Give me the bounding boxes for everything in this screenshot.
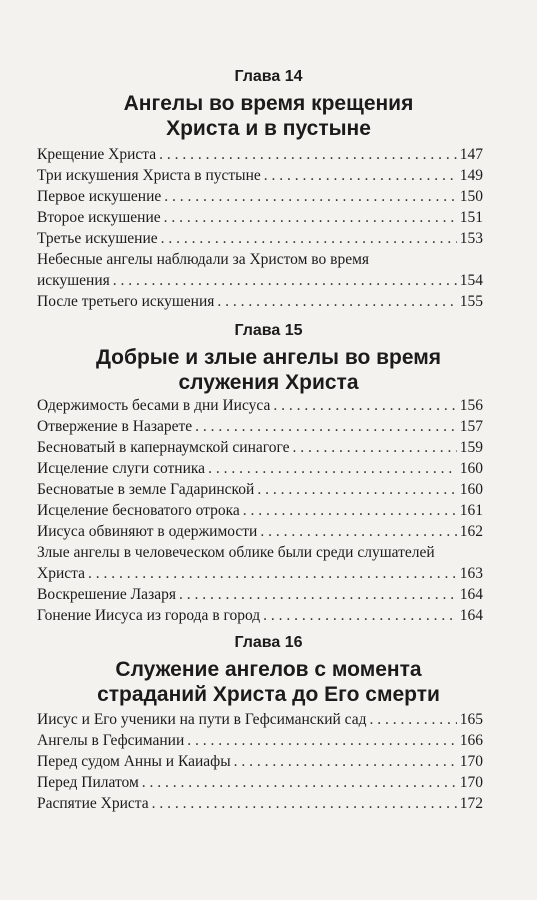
dot-leader <box>208 458 457 479</box>
dot-leader <box>152 793 457 814</box>
toc-entry-title: Исцеление бесноватого отрока <box>37 502 240 519</box>
toc-entry-title: Второе искушение <box>37 209 161 226</box>
toc-page-number: 157 <box>459 418 483 435</box>
toc-entry-title: Воскрешение Лазаря <box>37 586 176 603</box>
dot-leader <box>113 270 457 291</box>
toc-entry <box>37 751 483 772</box>
toc-entry <box>37 730 483 751</box>
chapter-14-toc <box>37 144 483 312</box>
chapter-title-line: страданий Христа до Его смерти <box>97 683 440 706</box>
toc-page-number: 147 <box>459 146 483 163</box>
toc-page-number: 162 <box>459 523 483 540</box>
toc-entry <box>37 395 483 416</box>
toc-page-number: 156 <box>459 397 483 414</box>
toc-page-number: 164 <box>459 586 483 603</box>
toc-entry <box>37 207 483 228</box>
dot-leader <box>164 186 457 207</box>
chapter-16-title <box>0 657 537 707</box>
dot-leader <box>142 772 457 793</box>
toc-entry <box>37 605 483 626</box>
toc-entry <box>37 584 483 605</box>
toc-page-number: 166 <box>459 732 483 749</box>
toc-entry <box>37 249 483 291</box>
chapter-title-line: Служение ангелов с момента <box>115 658 422 681</box>
dot-leader <box>187 730 456 751</box>
toc-entry-title: Одержимость бесами в дни Иисуса <box>37 397 271 414</box>
dot-leader <box>260 521 456 542</box>
dot-leader <box>161 228 457 249</box>
chapter-title-line: Ангелы во время крещения <box>123 92 414 115</box>
toc-entry-title: После третьего искушения <box>37 293 215 310</box>
toc-page-number: 170 <box>459 774 483 791</box>
dot-leader <box>370 709 457 730</box>
toc-entry <box>37 542 483 584</box>
chapter-16-label: Глава 16 <box>234 634 303 651</box>
toc-entry-title: Иисуса обвиняют в одержимости <box>37 523 258 540</box>
toc-page-number: 172 <box>459 795 483 812</box>
chapter-15-toc <box>37 395 483 626</box>
toc-entry-title: Крещение Христа <box>37 146 157 163</box>
toc-page-number: 153 <box>459 230 483 247</box>
toc-entry <box>37 228 483 249</box>
toc-entry <box>37 479 483 500</box>
toc-page-number: 165 <box>459 711 483 728</box>
chapter-14-title <box>0 91 537 141</box>
dot-leader <box>293 437 457 458</box>
dot-leader <box>217 291 456 312</box>
toc-page-number: 159 <box>459 439 483 456</box>
toc-entry <box>37 521 483 542</box>
toc-entry-title: Иисус и Его ученики на пути в Гефсиманский сад <box>37 711 367 728</box>
dot-leader <box>195 416 457 437</box>
dot-leader <box>264 165 457 186</box>
chapter-14-label: Глава 14 <box>234 68 303 85</box>
dot-leader <box>243 500 457 521</box>
toc-entry-title: Ангелы в Гефсимании <box>37 732 185 749</box>
toc-entry <box>37 709 483 730</box>
dot-leader <box>88 563 457 584</box>
toc-entry-title: Исцеление слуги сотника <box>37 460 206 477</box>
dot-leader <box>164 207 457 228</box>
dot-leader <box>257 479 456 500</box>
toc-entry-title: Бесноватый в капернаумской синагоге <box>37 439 290 456</box>
toc-entry-title: Перед судом Анны и Каиафы <box>37 753 231 770</box>
toc-entry-title: Первое искушение <box>37 188 162 205</box>
toc-entry-title: Распятие Христа <box>37 795 149 812</box>
dot-leader <box>179 584 457 605</box>
chapter-15-title <box>0 345 537 395</box>
toc-entry-title-line1: Злые ангелы в человеческом облике были среди слушателей <box>37 544 435 561</box>
chapter-16-toc <box>37 709 483 814</box>
toc-page-number: 160 <box>459 481 483 498</box>
toc-page-number: 164 <box>459 607 483 624</box>
toc-page-number: 170 <box>459 753 483 770</box>
toc-page-number: 160 <box>459 460 483 477</box>
toc-entry-title: Бесноватые в земле Гадаринской <box>37 481 255 498</box>
toc-entry-title-line1: Небесные ангелы наблюдали за Христом во время <box>37 251 370 268</box>
toc-entry <box>37 291 483 312</box>
toc-entry <box>37 437 483 458</box>
toc-entry-title: искушения <box>37 272 110 289</box>
toc-entry <box>37 500 483 521</box>
toc-page-number: 155 <box>459 293 483 310</box>
toc-entry-title: Три искушения Христа в пустыне <box>37 167 261 184</box>
toc-page-number: 149 <box>459 167 483 184</box>
toc-entry-title: Перед Пилатом <box>37 774 139 791</box>
dot-leader <box>234 751 457 772</box>
toc-page-number: 163 <box>459 565 483 582</box>
dot-leader <box>273 395 456 416</box>
toc-entry <box>37 186 483 207</box>
toc-page-number: 161 <box>459 502 483 519</box>
toc-page-number: 150 <box>459 188 483 205</box>
chapter-15-label: Глава 15 <box>234 322 303 339</box>
dot-leader <box>159 144 457 165</box>
toc-entry-title: Гонение Иисуса из города в город <box>37 607 261 624</box>
chapter-title-line: служения Христа <box>178 371 359 394</box>
toc-entry <box>37 793 483 814</box>
toc-page-number: 151 <box>459 209 483 226</box>
toc-entry-title: Третье искушение <box>37 230 158 247</box>
toc-entry <box>37 458 483 479</box>
chapter-title-line: Добрые и злые ангелы во время <box>95 346 442 369</box>
toc-entry-title: Христа <box>37 565 85 582</box>
chapter-title-line: Христа и в пустыне <box>166 117 371 140</box>
toc-page-number: 154 <box>459 272 483 289</box>
toc-entry <box>37 416 483 437</box>
toc-entry-title: Отвержение в Назарете <box>37 418 193 435</box>
toc-entry <box>37 165 483 186</box>
dot-leader <box>263 605 457 626</box>
toc-entry <box>37 144 483 165</box>
toc-entry <box>37 772 483 793</box>
